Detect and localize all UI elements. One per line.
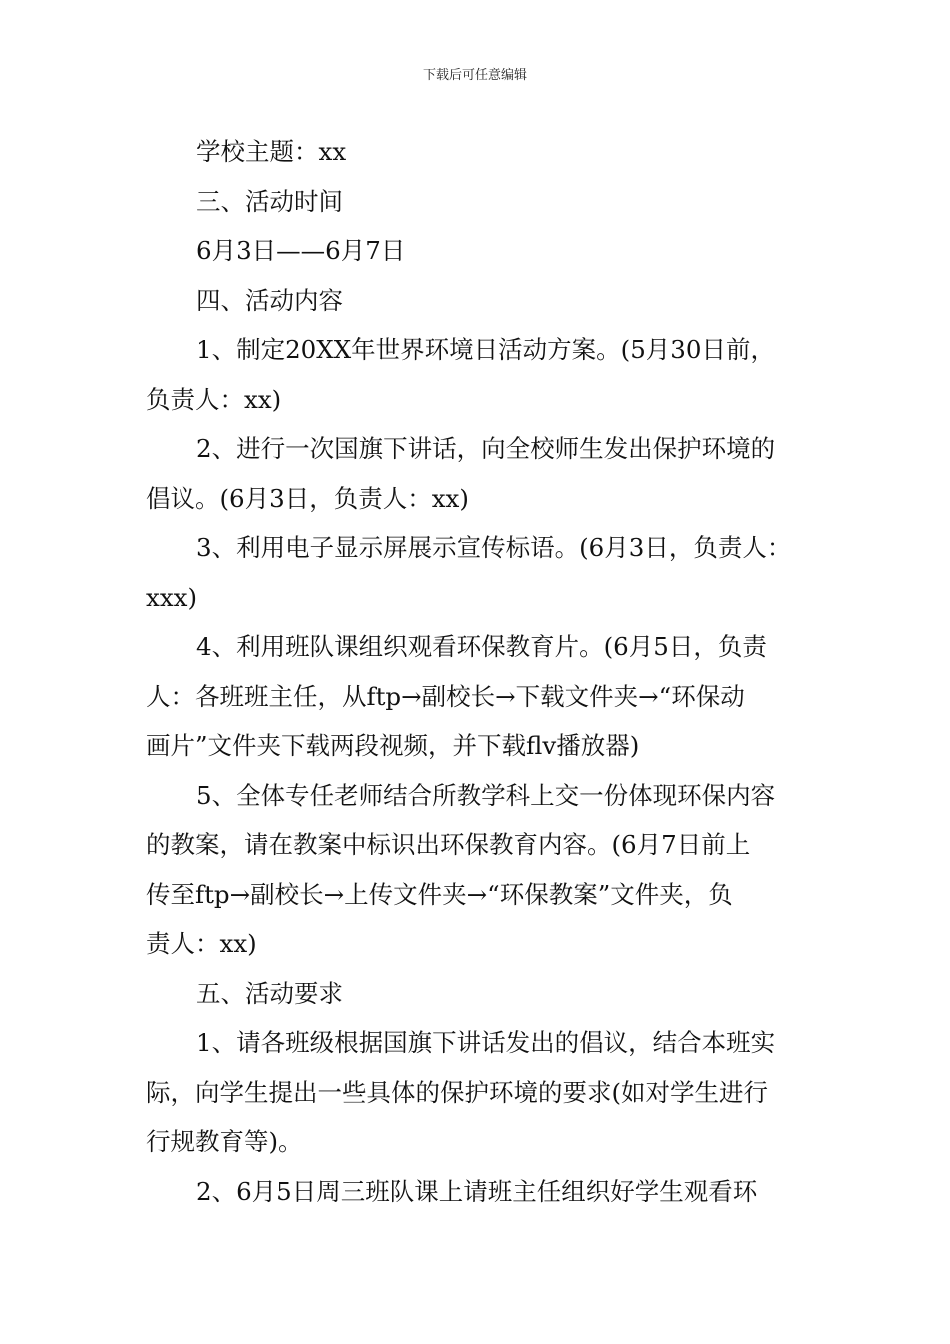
section-heading-activity-requirements: 五、活动要求 xyxy=(196,978,343,1008)
content-item-4: 4、利用班队课组织观看环保教育片。(6月5日，负责 人：各班班主任，从ftp→副校长→下载文件夹→“环保动 画片”文件夹下载两段视频，并下载flv播放器) xyxy=(146,632,767,760)
document-body xyxy=(146,127,818,1216)
requirement-item-1: 1、请各班级根据国旗下讲话发出的倡议，结合本班实 际，向学生提出一些具体的保护环境的要求(如对学生进行 行规教育等)。 xyxy=(146,1028,776,1156)
content-item-3: 3、利用电子显示屏展示宣传标语。(6月3日，负责人： xxx) xyxy=(146,533,792,612)
section-heading-activity-content: 四、活动内容 xyxy=(196,285,343,315)
content-item-5: 5、全体专任老师结合所教学科上交一份体现环保内容 的教案，请在教案中标识出环保教育内容。(6月7日前上 传至ftp→副校长→上传文件夹→“环保教案”文件夹，负 责人：xx) xyxy=(146,780,776,958)
activity-date-range: 6月3日——6月7日 xyxy=(196,236,406,265)
content-item-2: 2、进行一次国旗下讲话，向全校师生发出保护环境的 倡议。(6月3日，负责人：xx) xyxy=(146,434,776,513)
content-item-1: 1、制定20XX年世界环境日活动方案。(5月30日前， 负责人：xx) xyxy=(146,335,775,414)
page-header: 下载后可任意编辑 xyxy=(422,68,527,83)
requirement-item-2: 2、6月5日周三班队课上请班主任组织好学生观看环 xyxy=(196,1176,758,1206)
school-theme-line: 学校主题：xx xyxy=(196,137,347,166)
section-heading-activity-time: 三、活动时间 xyxy=(196,186,343,216)
